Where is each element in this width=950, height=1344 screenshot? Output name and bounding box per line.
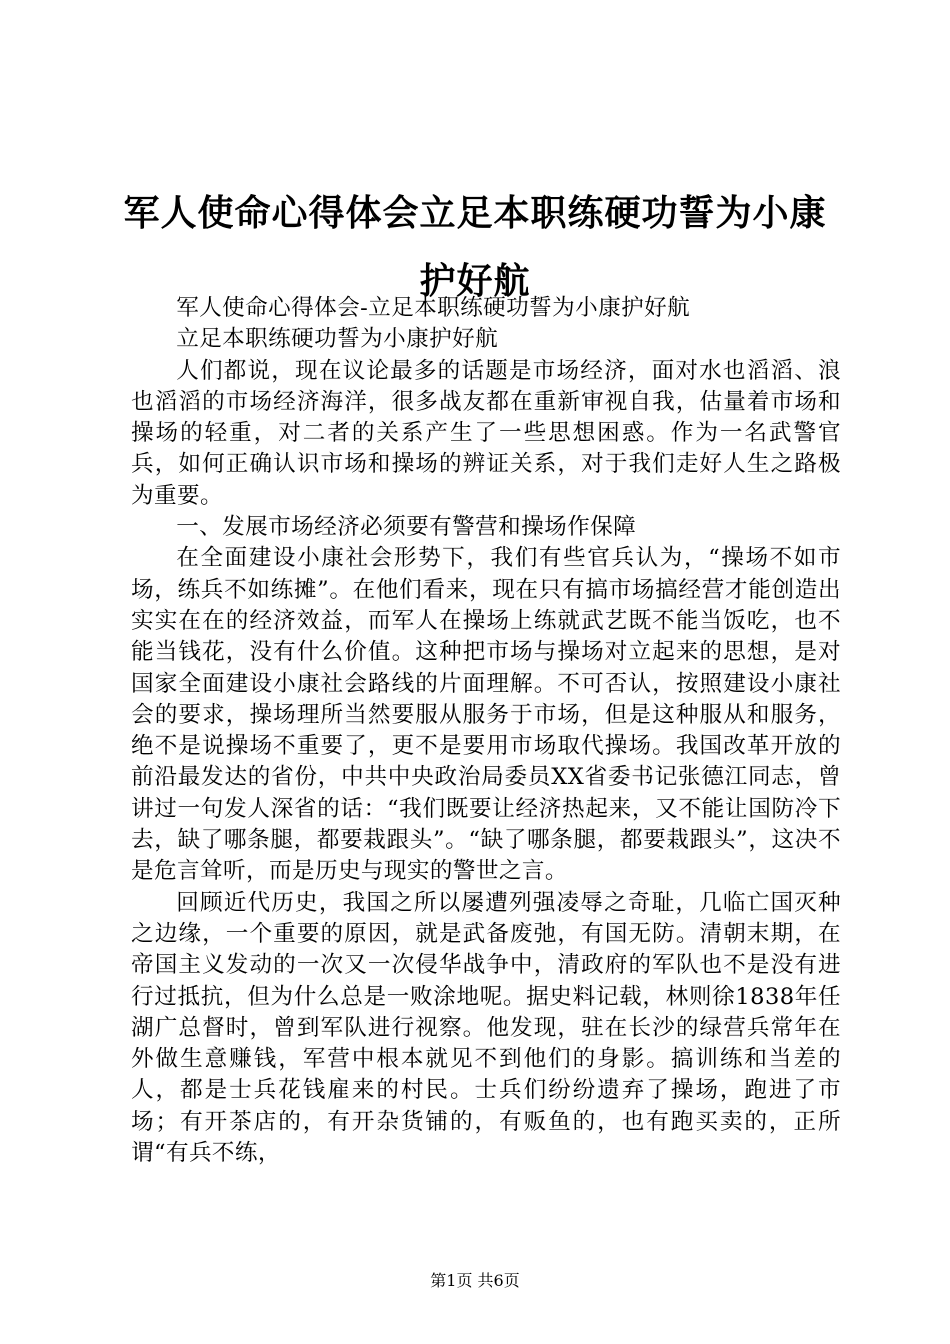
paragraph-intro: 人们都说，现在议论最多的话题是市场经济，面对水也滔滔、浪也滔滔的市场经济海洋，很多战友都在重新审视自我，估量着市场和操场的轻重，对二者的关系产生了一些思想困惑。作为一名武警官兵，如何正确认识市场和操场的辨证关系，对于我们走好人生之路极为重要。: [131, 357, 841, 509]
paragraph-body-1: 在全面建设小康社会形势下，我们有些官兵认为，“操场不如市场，练兵不如练摊”。在他们看来，现在只有搞市场搞经营才能创造出实实在在的经济效益，而军人在操场上练就武艺既不能当饭吃，也不能当钱花，没有什么价值。这种把市场与操场对立起来的思想，是对国家全面建设小康社会路线的片面理解。不可否认，按照建设小康社会的要求，操场理所当然要服从服务于市场，但是这种服从和服务，绝不是说操场不重要了，更不是要用市场取代操场。我国改革开放的前沿最发达的省份，中共中央政治局委员XX省委书记张德江同志，曾讲过一句发人深省的话：“我们既要让经济热起来，又不能让国防冷下去，缺了哪条腿，都要栽跟头”。“缺了哪条腿，都要栽跟头”，这决不是危言耸听，而是历史与现实的警世之言。: [131, 545, 842, 885]
page-footer: 第1页 共6页: [430, 1271, 520, 1290]
paragraph-body-2: 回顾近代历史，我国之所以屡遭列强凌辱之奇耻，几临亡国灭种之边缘，一个重要的原因，就是武备废弛，有国无防。清朝末期，在帝国主义发动的一次又一次侵华战争中，清政府的军队也不是没有进行过抵抗，但为什么总是一败涂地呢。据史料记载，林则徐1838年任湖广总督时，曾到军队进行视察。他发现，驻在长沙的绿营兵常年在外做生意赚钱，军营中根本就见不到他们的身影。搞训练和当差的人，都是士兵花钱雇来的村民。士兵们纷纷遗弃了操场，跑进了市场；有开茶店的，有开杂货铺的，有贩鱼的，也有跑买卖的，正所谓“有兵不练，: [131, 889, 841, 1167]
paragraph-subtitle: 军人使命心得体会-立足本职练硬功誓为小康护好航: [176, 295, 691, 321]
document-title: 军人使命心得体会立足本职练硬功誓为小康护好航: [123, 193, 827, 302]
document-body: [131, 293, 841, 1169]
section-heading-1: 一、发展市场经济必须要有警营和操场作保障: [176, 514, 637, 541]
paragraph-heading: 立足本职练硬功誓为小康护好航: [176, 326, 499, 353]
